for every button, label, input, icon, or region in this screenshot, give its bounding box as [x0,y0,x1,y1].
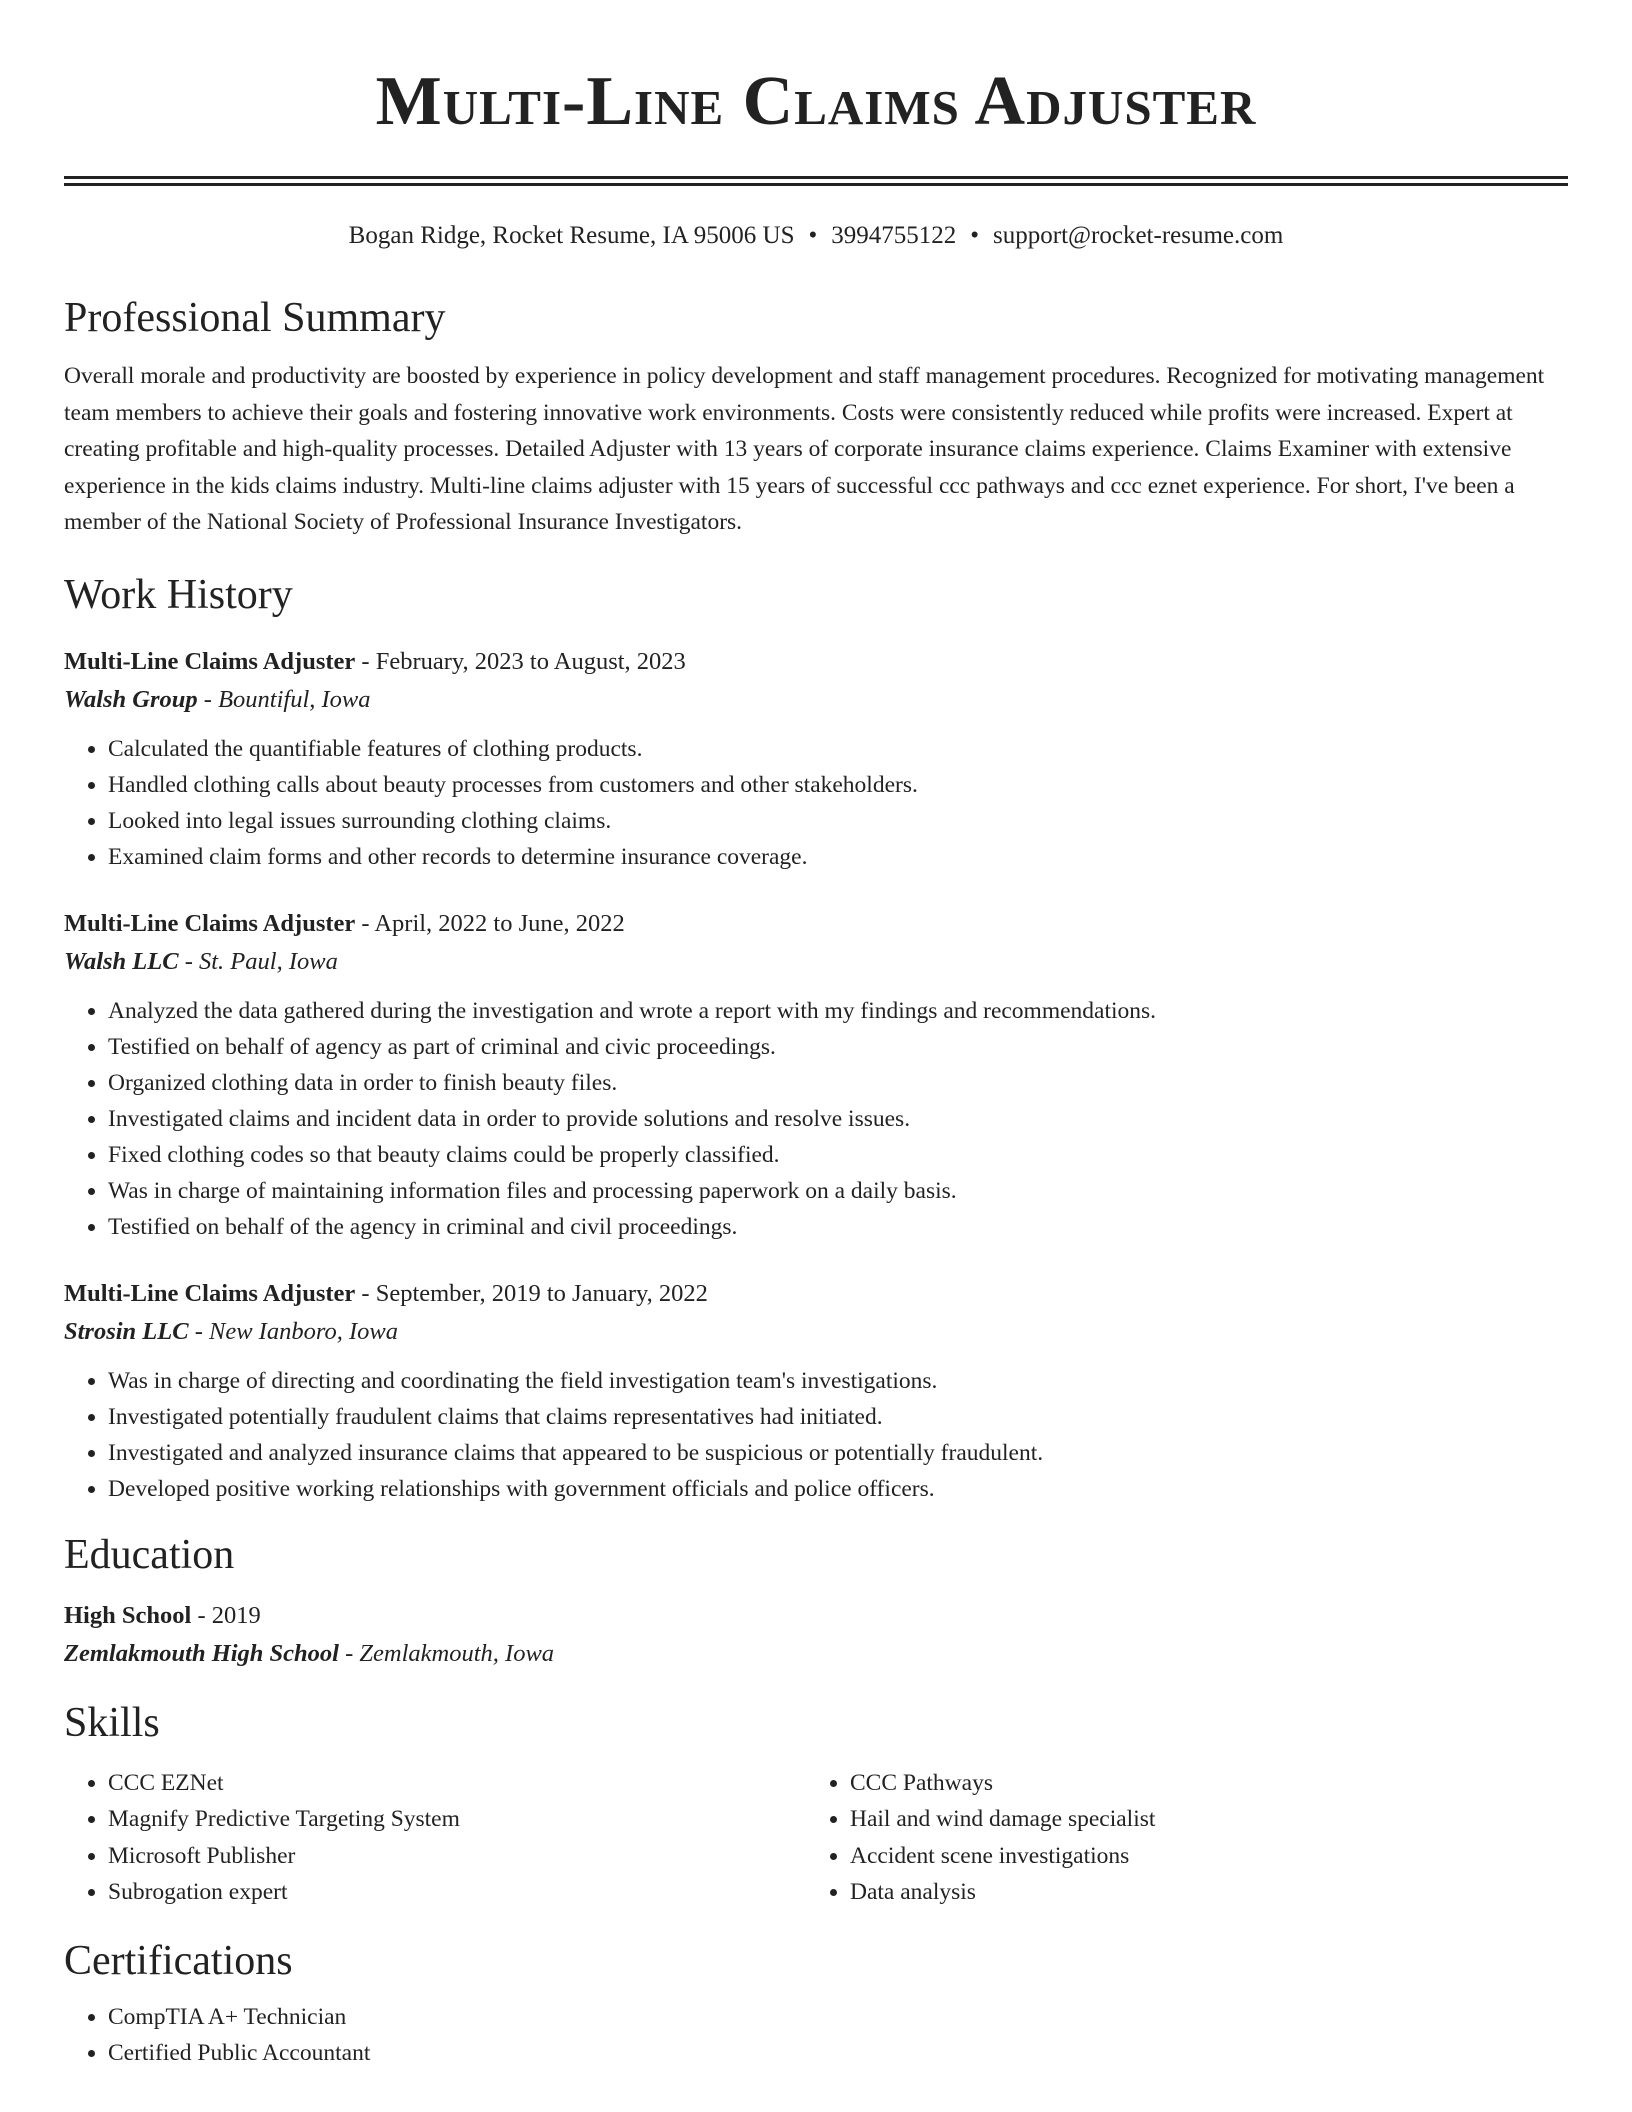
job-bullet: • Was in charge of maintaining information files and processing paperwork on a daily basis. [108,1173,1568,1209]
job-company: Walsh Group [64,685,198,713]
candidate-name: Multi-Line Claims Adjuster [375,63,1257,140]
job-role: Multi-Line Claims Adjuster [64,909,356,937]
summary-heading: Professional Summary [64,295,446,341]
skill-item: • Subrogation expert [108,1874,806,1911]
job-dates: - February, 2023 to August, 2023 [355,647,686,675]
contact-line [64,220,1568,252]
job-bullet: • Testified on behalf of the agency in criminal and civil proceedings. [108,1209,1568,1245]
job-bullet: • Looked into legal issues surrounding clothing claims. [108,803,1568,839]
education-location: - Zemlakmouth, Iowa [339,1639,555,1667]
job-bullets [64,993,1568,1245]
job-bullet: • Calculated the quantifiable features of clothing products. [108,731,1568,767]
education-school: Zemlakmouth High School [64,1639,339,1667]
job-bullet: • Testified on behalf of agency as part of criminal and civic proceedings. [108,1029,1568,1065]
skills-grid [64,1765,1568,1911]
job-company: Walsh LLC [64,947,179,975]
skill-item: • Magnify Predictive Targeting System [108,1801,806,1838]
job-bullets [64,731,1568,875]
skill-item: • Hail and wind damage specialist [850,1801,1548,1838]
certification-item: • Certified Public Accountant [108,2035,1568,2071]
job-bullet: • Investigated and analyzed insurance claims that appeared to be suspicious or potentially fraudulent. [108,1435,1568,1471]
job-dates: - April, 2022 to June, 2022 [355,909,625,937]
job-bullet: • Organized clothing data in order to finish beauty files. [108,1065,1568,1101]
skill-item: • Data analysis [850,1874,1548,1911]
job-bullet: • Developed positive working relationships with government officials and police officers. [108,1471,1568,1507]
job-company-line [64,1313,1568,1351]
job-company-line [64,943,1568,981]
skill-item: • Accident scene investigations [850,1838,1548,1875]
job-bullet: • Fixed clothing codes so that beauty claims could be properly classified. [108,1137,1568,1173]
contact-address: Bogan Ridge, Rocket Resume, IA 95006 US [348,222,795,249]
education-year: - 2019 [191,1601,261,1629]
education-entry [64,1597,1568,1673]
education-degree-line [64,1597,1568,1635]
header-double-rule [64,176,1568,186]
work-history-heading: Work History [64,571,293,618]
job-title-line [64,1275,1568,1313]
skills-column-right [806,1765,1548,1911]
certification-item: • CompTIA A+ Technician [108,1999,1568,2035]
certifications-heading: Certifications [64,1937,293,1984]
job-entry [64,1275,1568,1507]
job-bullets [64,1363,1568,1507]
job-location: - Bountiful, Iowa [197,685,371,713]
job-dates: - September, 2019 to January, 2022 [355,1279,708,1307]
job-title-line [64,905,1568,943]
job-company-line [64,681,1568,719]
job-location: - New Ianboro, Iowa [188,1317,398,1345]
job-entry [64,905,1568,1245]
job-bullet: • Examined claim forms and other records to determine insurance coverage. [108,839,1568,875]
job-bullet: • Analyzed the data gathered during the investigation and wrote a report with my findings and recommendations. [108,993,1568,1029]
job-title-line [64,643,1568,681]
job-role: Multi-Line Claims Adjuster [64,647,356,675]
education-degree: High School [64,1601,192,1629]
job-company: Strosin LLC [64,1317,189,1345]
skill-item: • CCC EZNet [108,1765,806,1802]
education-heading: Education [64,1531,235,1578]
job-entry [64,643,1568,875]
job-bullet: • Investigated claims and incident data in order to provide solutions and resolve issues. [108,1101,1568,1137]
contact-email: support@rocket-resume.com [993,222,1284,249]
education-school-line [64,1635,1568,1673]
contact-phone: 3994755122 [831,222,957,249]
job-bullet: • Was in charge of directing and coordinating the field investigation team's investigations. [108,1363,1568,1399]
job-location: - St. Paul, Iowa [178,947,338,975]
job-bullet: • Investigated potentially fraudulent claims that claims representatives had initiated. [108,1399,1568,1435]
skill-item: • Microsoft Publisher [108,1838,806,1875]
skills-heading: Skills [64,1699,160,1746]
certifications-list [64,1999,1568,2071]
skill-item: • CCC Pathways [850,1765,1548,1802]
job-bullet: • Handled clothing calls about beauty processes from customers and other stakeholders. [108,767,1568,803]
contact-separator: • [970,222,980,249]
contact-separator: • [808,222,818,249]
skills-column-left [64,1765,806,1911]
summary-text: Overall morale and productivity are boosted by experience in policy development and staff management procedures. Recognized for motivating management team members to achieve their goals and fostering innovative work environments. Costs were consistently reduced while profits were increased. Expert at creating profitable and high-quality processes. Detailed Adjuster with 13 years of corporate insurance claims experience. Claims Examiner with extensive experience in the kids claims industry. Multi-line claims adjuster with 15 years of successful ccc pathways and ccc eznet experience. For short, I've been a member of the National Society of Professional Insurance Investigators. [64,363,1545,535]
job-role: Multi-Line Claims Adjuster [64,1279,356,1307]
